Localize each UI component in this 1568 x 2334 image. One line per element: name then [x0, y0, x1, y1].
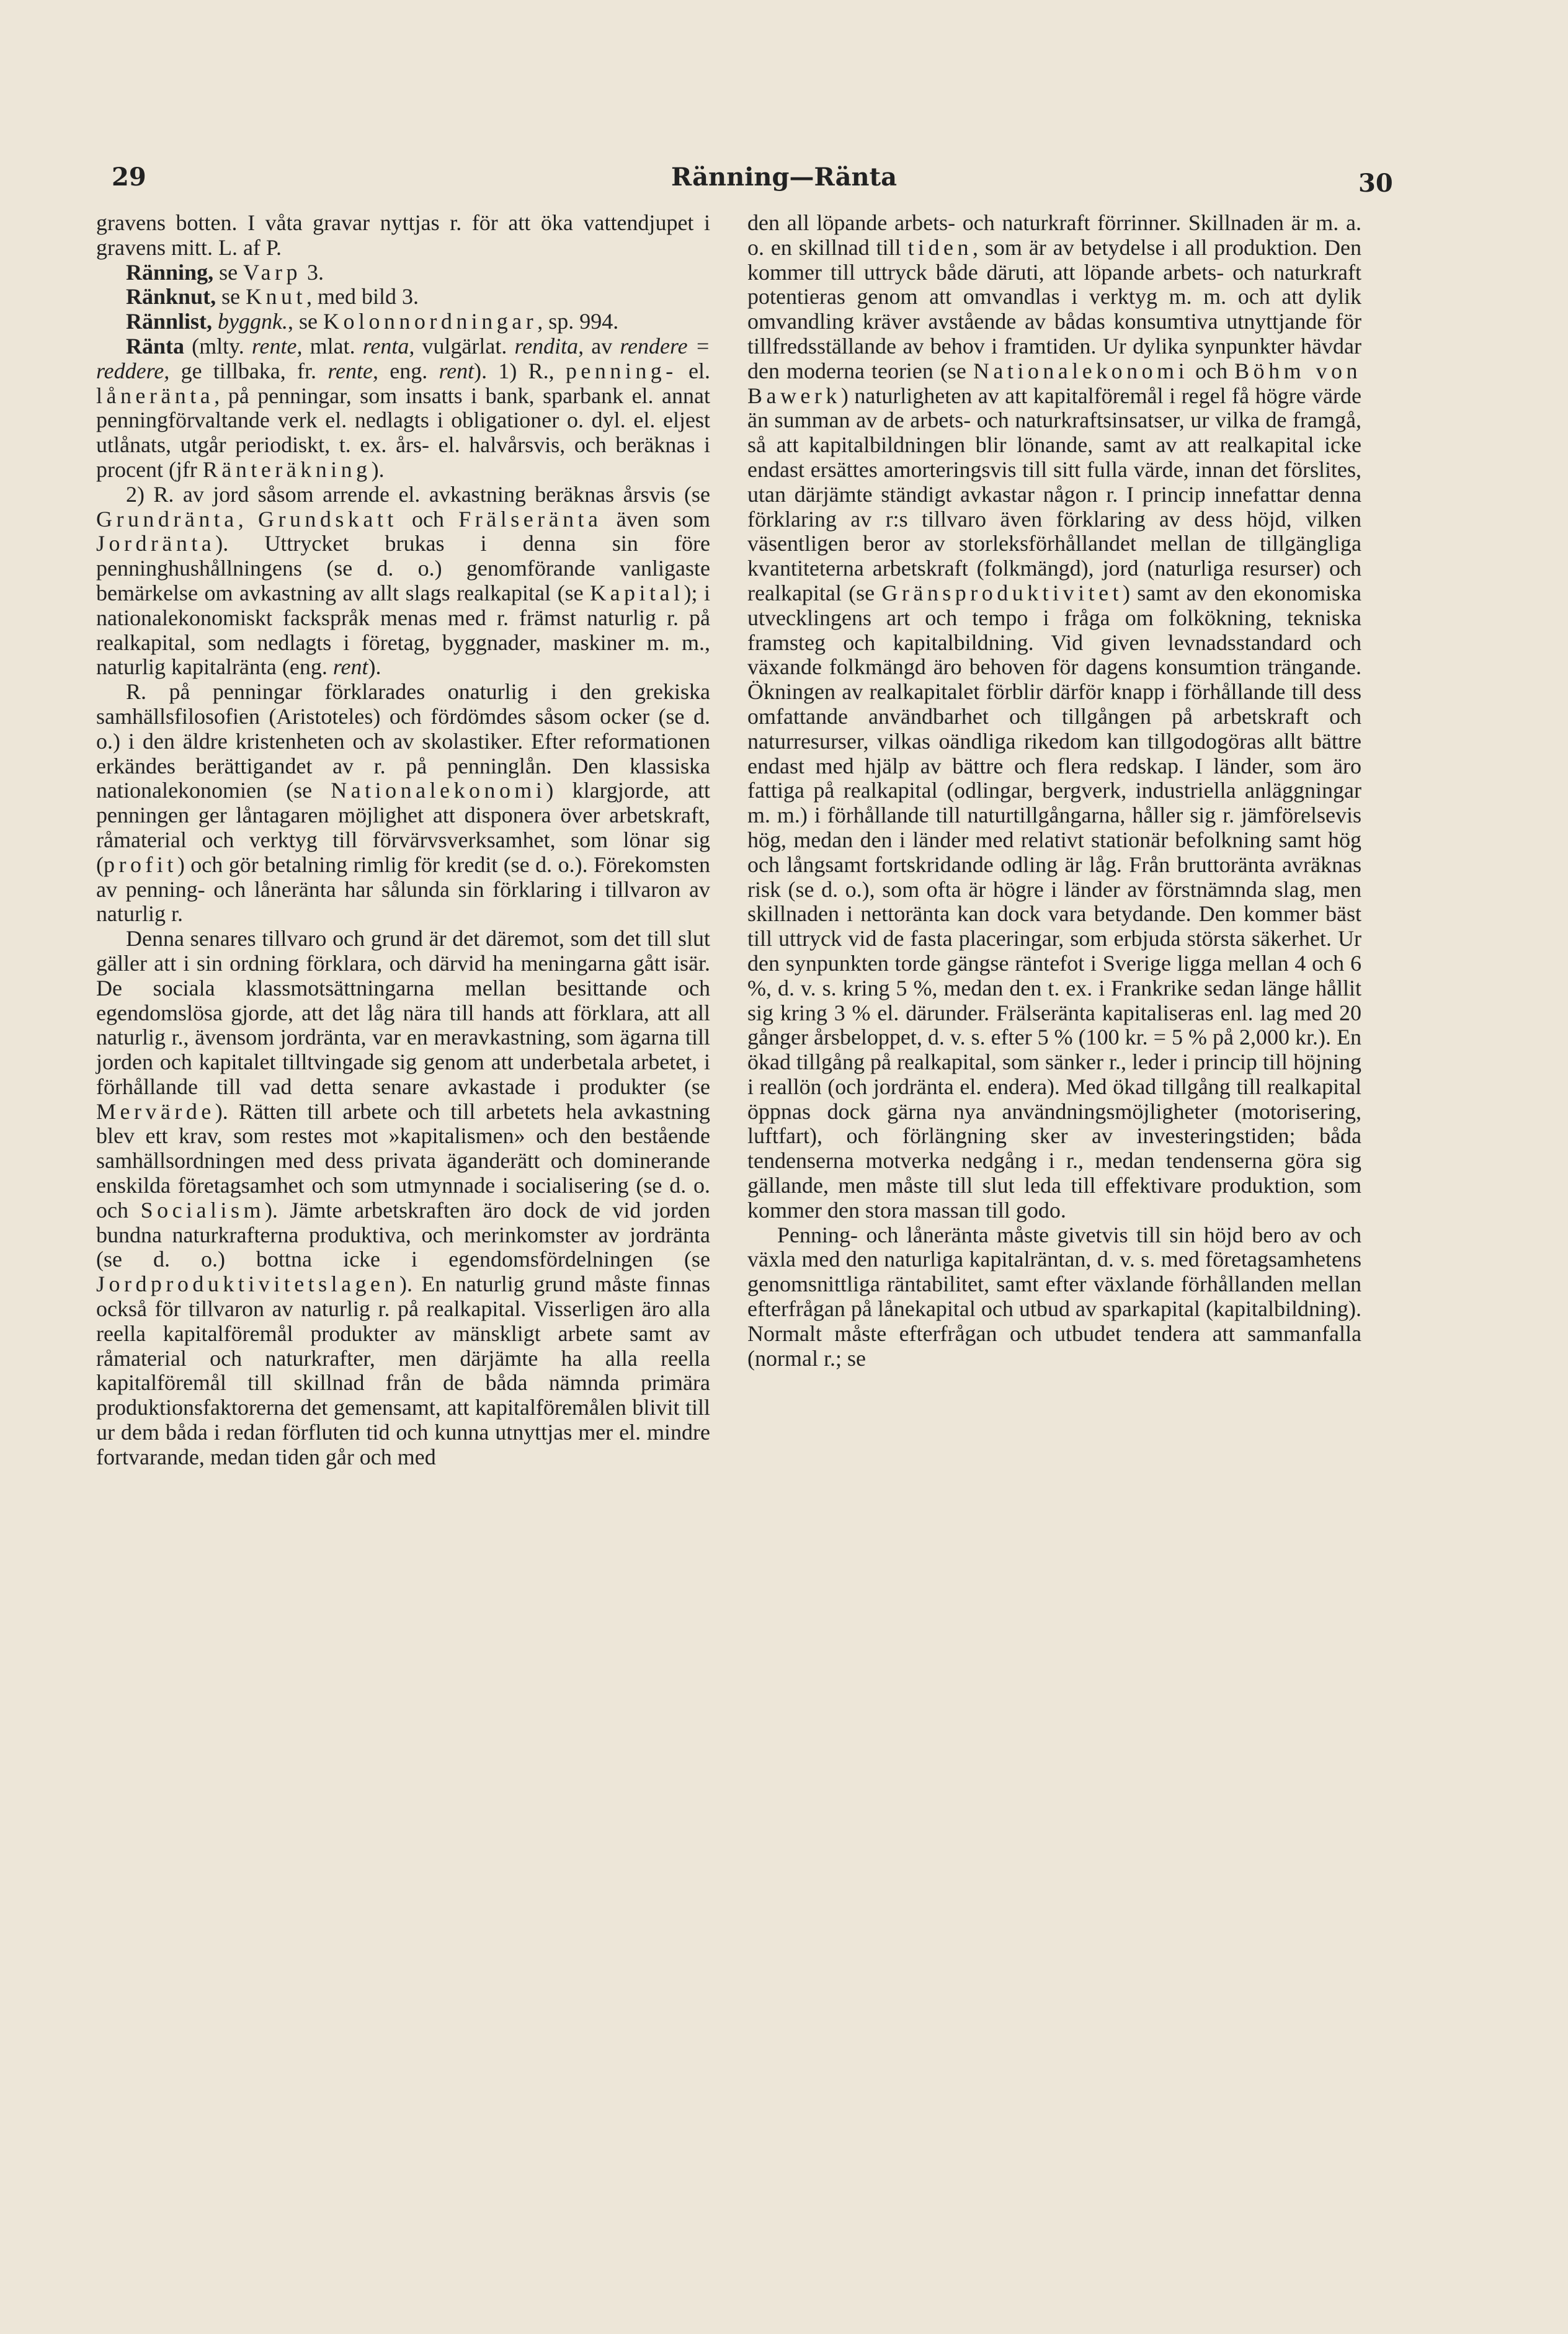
entry-ranta: Ränta (mlty. rente, mlat. renta, vulgärlat. rendita, av rendere = reddere, ge tillbaka, fr. rente, eng. rent). 1) R., penning- el. låneränta, på penningar, som insatts i bank, sparbank el. annat penningförvaltande verk el. nedlagts i obligationer o. dyl. el. eljest utlånats, utgår periodiskt, t. ex. års- el. halvårsvis, och beräknas i procent (jfr Ränteräkning). [96, 333, 711, 482]
paragraph: den all löpande arbets- och naturkraft förrinner. Skillnaden är m. a. o. en skillnad till tiden, som är av betydelse i all produktion. Den kommer till uttryck både däruti, att löpande arbets- och naturkraft potentieras genom att omvandlas i verktyg m. m. och att dylik omvandling kräver avstående av bådas konsumtiva utnyttjande för tillfredsställande av behov i framtiden. Ur dylika synpunkter hävdar den moderna teorien (se Nationalekonomi och Böhm von Bawerk) naturligheten av att kapitalföremål i regel få högre värde än summan av de arbets- och naturkraftsinsatser, ur vilka de framgå, så att kapitalbildningen blir lönande, samt av att realkapital icke endast ersättes amorteringsvis till sitt fulla värde, innan det förslites, utan därjämte ständigt avkastar någon r. I princip innefattar denna förklaring av r:s tillvaro även förklaring av dess höjd, vilken väsentligen beror av storleksförhållandet mellan de tillgängliga kvantiteterna arbetskraft (folkmängd), jord (naturliga resurser) och realkapital (se Gränsproduktivitet) samt av den ekonomiska utvecklingens art och tempo i fråga om folkökning, tekniska framsteg och kapitalbildning. Vid given levnadsstandard och växande folkmängd äro behoven för dagens konsumtion trängande. Ökningen av realkapitalet förblir därför knapp i förhållande till dess omfattande användbarhet och tillgången på arbetskraft och naturresurser, vilkas oändliga rikedom kan tillgodogöras allt bättre endast med hjälp av bättre och flera redskap. I länder, som äro fattiga på realkapital (odlingar, bergverk, industriella anläggningar m. m.) i förhållande till naturtillgångarna, håller sig r. jämförelsevis hög, medan den i länder med relativt stationär befolkning samt hög och långsamt fortskridande odling är låg. Från bruttoränta avräknas risk (se d. o.), som ofta är högre i länder av förstnämnda slag, men skillnaden i nettoränta kan dock vara betydande. Den kommer bäst till uttryck vid de fasta placeringar, som erbjuda största säkerhet. Ur den synpunkten torde gängse räntefot i Sverige ligga mellan 4 och 6 %, d. v. s. kring 5 %, medan den t. ex. i Frankrike sedan länge hållit sig kring 3 % el. därunder. Frälseränta kapitaliseras enl. lag med 20 gånger årsbeloppet, d. v. s. efter 5 % (100 kr. = 5 % på 2,000 kr.). En ökad tillgång på realkapital, som sänker r., leder i princip till höjning i reallön (och jordränta el. endera). Med ökad tillgång till realkapital öppnas dock gärna nya användningsmöjligheter (motorisering, luftfart), och förlängning sker av investeringstiden; båda tendenserna motverka nedgång i r., medan tendenserna göra sig gällande, men måste till slut leda till effektivare produktion, som kommer den stora massan till godo. [747, 210, 1362, 1223]
right-page-number: 30 [1358, 169, 1393, 198]
paragraph: Penning- och låneränta måste givetvis till sin höjd bero av och växla med den naturliga kapitalräntan, d. v. s. med företagsamhetens genomsnittliga räntabilitet, samt efter växlande förhållanden mellan efterfrågan på lånekapital och utbud av sparkapital (kapitalbildning). Normalt måste efterfrågan och utbudet tendera att sammanfalla (normal r.; se [747, 1222, 1361, 1371]
paragraph: 2) R. av jord såsom arrende el. avkastning beräknas årsvis (se Grundränta, Grundskatt och Frälseränta även som Jordränta). Uttrycket brukas i denna sin före penninghushållningens (se d. o.) genomförande vanligaste bemärkelse om avkastning av allt slags realkapital (se Kapital); i nationalekonomiskt fackspråk menas med r. främst naturlig r. på realkapital, som nedlagts i företag, byggnader, maskiner m. m., naturlig kapitalränta (eng. rent). [96, 481, 711, 680]
paragraph: gravens botten. I våta gravar nyttjas r. för att öka vattendjupet i gravens mitt. L. af P. [96, 210, 710, 260]
cross-reference: Knut [246, 284, 306, 310]
paragraph: Denna senares tillvaro och grund är det däremot, som det till slut gäller att i sin ordning förklara, och därvid ha meningarna gått isär. De sociala klassmotsättningarna mellan besittande och egendomslösa gjorde, att det låg nära till hands att förklara, att all naturlig r., ävensom jordränta, var en meravkastning, som ägarna till jorden och kapitalet tilltvingade sig genom att underbetala arbetet, i förhållande till vad detta senare avkastade i produkter (se Mervärde). Rätten till arbete och till arbetets hela avkastning blev ett krav, som restes mot »kapitalismen» och den bestående samhällsordningen med dess privata äganderätt och dominerande enskilda företagsamhet och som utmynnade i socialisering (se d. o. och Socialism). Jämte arbetskraften äro dock de vid jorden bundna naturkrafterna produktiva, och merinkomster av jordränta (se d. o.) bottna icke i egendomsfördelningen (se Jordproduktivitetslagen). En naturlig grund måste finnas också för tillvaron av naturlig r. på realkapital. Visserligen äro alla reella kapitalföremål produkter av mänskligt arbete samt av råmaterial och naturkrafter, men därjämte ha alla reella kapitalföremål till skillnad från de båda nämnda primära produktionsfaktorerna det gemensamt, att kapitalföremålen blivit till ur dem båda i redan förfluten tid och kunna utnyttjas mer el. mindre fortvarande, medan tiden går och med [96, 926, 711, 1469]
entry-ranning: Ränning, se Varp 3. [126, 259, 324, 285]
cross-reference: Varp [243, 259, 301, 285]
entry-rannknut: Ränknut, se Knut, med bild 3. [126, 284, 419, 310]
paragraph: R. på penningar förklarades onaturlig i den grekiska samhällsfilosofien (Aristoteles) och fördömdes såsom ocker (se d. o.) i den äldre kristenheten och av skolastiker. Efter reformationen erkändes berättigandet av r. på penninglån. Den klassiska nationalekonomien (se Nationalekonomi) klargjorde, att penningen ger låntagaren möjlighet att disponera över arbetskraft, råmaterial och verktyg till förvärvsverksamhet, som lönar sig (profit) och gör betalning rimlig för kredit (se d. o.). Förekomsten av penning- och låneränta har sålunda sin förklaring i tillvaron av naturlig r. [96, 679, 710, 927]
left-page-number: 29 [112, 163, 146, 192]
right-column [747, 211, 1361, 1371]
left-column [96, 211, 710, 1470]
headword: Rännlist, [126, 309, 213, 334]
cross-reference: Ränteräkning [202, 457, 372, 482]
headword: Ränknut, [126, 284, 216, 310]
cross-reference: Kolonnordningar [323, 309, 538, 334]
headword: Ränning, [126, 259, 214, 285]
headword: Ränta [126, 333, 185, 359]
page-title: Ränning—Ränta [670, 163, 898, 192]
entry-rannlist: Rännlist, byggnk., se Kolonnordningar, sp. 994. [126, 309, 619, 334]
